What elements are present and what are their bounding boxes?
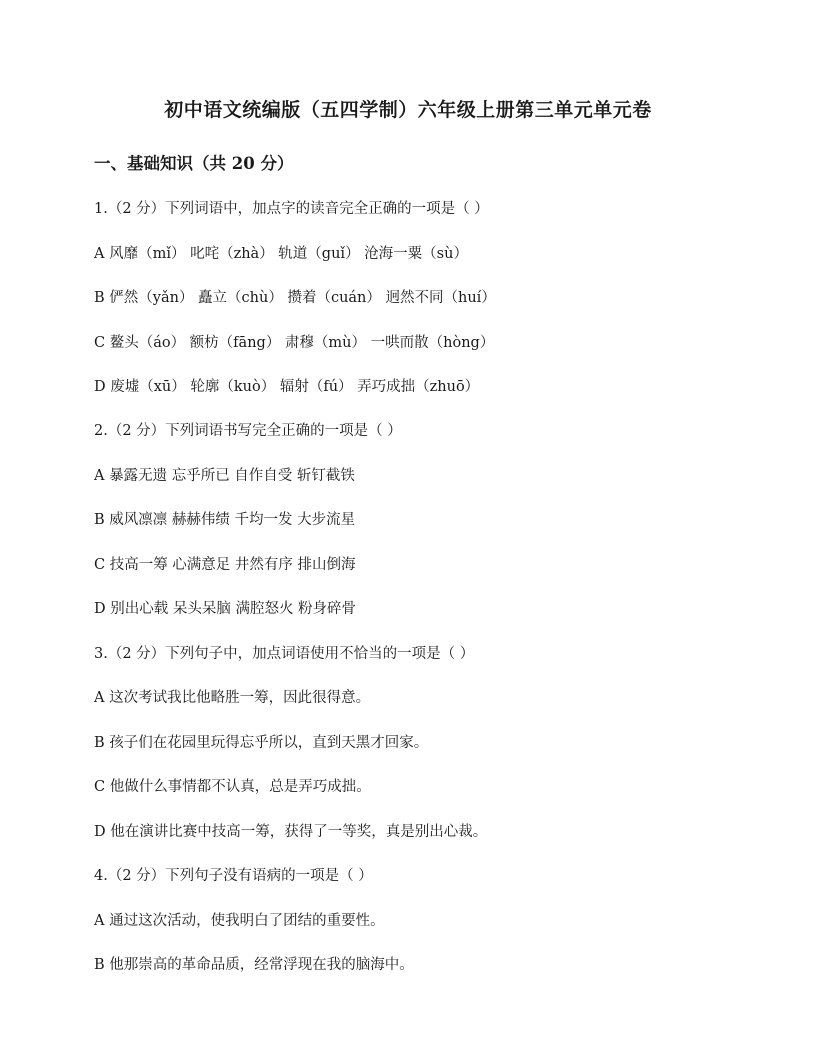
question-4: 4.（2 分）下列句子没有语病的一项是（ ） [94,868,373,884]
option-1c: C 鳌头（áo） 额枋（fāng） 肃穆（mù） 一哄而散（hòng） [94,335,495,351]
option-2a: A 暴露无遗 忘乎所已 自作自受 斩钉截铁 [94,468,355,484]
option-2b: B 威风凛凛 赫赫伟绩 千均一发 大步流星 [94,512,356,528]
question-2: 2.（2 分）下列词语书写完全正确的一项是（ ） [94,423,402,439]
option-1a: A 风靡（mǐ） 叱咤（zhà） 轨道（guǐ） 沧海一粟（sù） [94,246,468,262]
document-title: 初中语文统编版（五四学制）六年级上册第三单元单元卷 [164,99,652,121]
question-3: 3.（2 分）下列句子中，加点词语使用不恰当的一项是（ ） [94,646,475,662]
option-1d: D 废墟（xū） 轮廓（kuò） 辐射（fú） 弄巧成拙（zhuō） [94,379,480,395]
option-1b: B 俨然（yǎn） 矗立（chù） 攒着（cuán） 迥然不同（huí） [94,290,496,306]
question-1: 1.（2 分）下列词语中，加点字的读音完全正确的一项是（ ） [94,201,489,217]
option-4b: B 他那崇高的革命品质，经常浮现在我的脑海中。 [94,957,414,973]
option-2c: C 技高一筹 心满意足 井然有序 排山倒海 [94,557,356,573]
option-3b: B 孩子们在花园里玩得忘乎所以，直到天黑才回家。 [94,735,429,751]
option-4a: A 通过这次活动，使我明白了团结的重要性。 [94,913,385,929]
section-heading: 一、基础知识（共 20 分） [94,154,294,173]
option-3c: C 他做什么事情都不认真，总是弄巧成拙。 [94,779,371,795]
option-3a: A 这次考试我比他略胜一筹，因此很得意。 [94,690,371,706]
option-3d: D 他在演讲比赛中技高一筹，获得了一等奖，真是别出心裁。 [94,824,488,840]
option-2d: D 别出心载 呆头呆脑 满腔怒火 粉身碎骨 [94,601,357,617]
